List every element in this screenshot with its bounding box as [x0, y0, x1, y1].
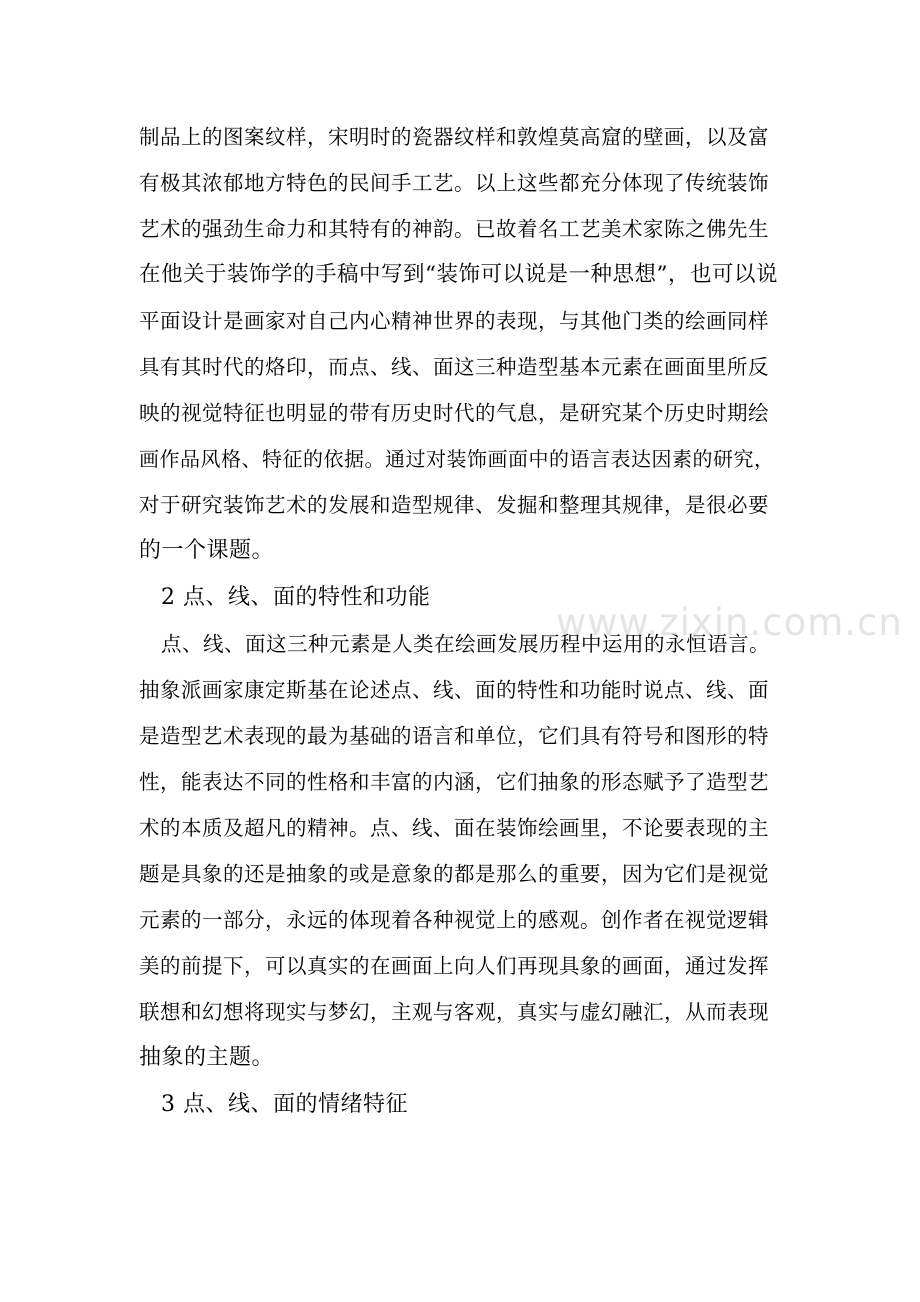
paragraph-1-line-6: 具有其时代的烙印，而点、线、面这三种造型基本元素在画面里所反 — [139, 355, 769, 379]
paragraph-2-line-1: 点、线、面这三种元素是人类在绘画发展历程中运用的永恒语言。 — [161, 632, 770, 656]
paragraph-1-line-4: 在他关于装饰学的手稿中写到“装饰可以说是一种思想”，也可以说 — [139, 262, 778, 287]
paragraph-1-line-2: 有极其浓郁地方特色的民间手工艺。以上这些都充分体现了传统装饰 — [139, 171, 769, 195]
paragraph-2-line-3: 是造型艺术表现的最为基础的语言和单位，它们具有符号和图形的特 — [139, 724, 769, 748]
section-heading-2: 2 点、线、面的特性和功能 — [161, 585, 431, 610]
paragraph-2-line-7: 元素的一部分，永远的体现着各种视觉上的感观。创作者在视觉逻辑 — [139, 908, 769, 932]
paragraph-2-line-4: 性，能表达不同的性格和丰富的内涵，它们抽象的形态赋予了造型艺 — [139, 770, 769, 794]
paragraph-1-line-10: 的一个课题。 — [139, 538, 275, 563]
watermark: www.zixin.com.cn — [556, 601, 903, 644]
paragraph-1-line-5: 平面设计是画家对自己内心精神世界的表现，与其他门类的绘画同样 — [139, 309, 769, 333]
paragraph-2-line-6: 题是具象的还是抽象的或是意象的都是那么的重要，因为它们是视觉 — [139, 862, 769, 886]
paragraph-1-line-9: 对于研究装饰艺术的发展和造型规律、发掘和整理其规律，是很必要 — [139, 493, 769, 517]
section-heading-3: 3 点、线、面的情绪特征 — [161, 1092, 408, 1117]
paragraph-1-line-7: 映的视觉特征也明显的带有历史时代的气息，是研究某个历史时期绘 — [139, 401, 769, 425]
paragraph-2-line-5: 术的本质及超凡的精神。点、线、面在装饰绘画里，不论要表现的主 — [139, 816, 769, 840]
paragraph-2-line-8: 美的前提下，可以真实的在画面上向人们再现具象的画面，通过发挥 — [139, 954, 769, 978]
paragraph-1-line-1: 制品上的图案纹样，宋明时的瓷器纹样和敦煌莫高窟的壁画，以及富 — [139, 125, 769, 149]
paragraph-1-line-3: 艺术的强劲生命力和其特有的神韵。已故着名工艺美术家陈之佛先生 — [139, 217, 769, 241]
paragraph-2-line-9: 联想和幻想将现实与梦幻，主观与客观，真实与虚幻融汇，从而表现 — [139, 1000, 769, 1024]
paragraph-2-line-10: 抽象的主题。 — [139, 1045, 275, 1070]
paragraph-1-line-8: 画作品风格、特征的依据。通过对装饰画面中的语言表达因素的研究， — [139, 447, 775, 471]
paragraph-2-line-2: 抽象派画家康定斯基在论述点、线、面的特性和功能时说点、线、面 — [139, 678, 769, 702]
